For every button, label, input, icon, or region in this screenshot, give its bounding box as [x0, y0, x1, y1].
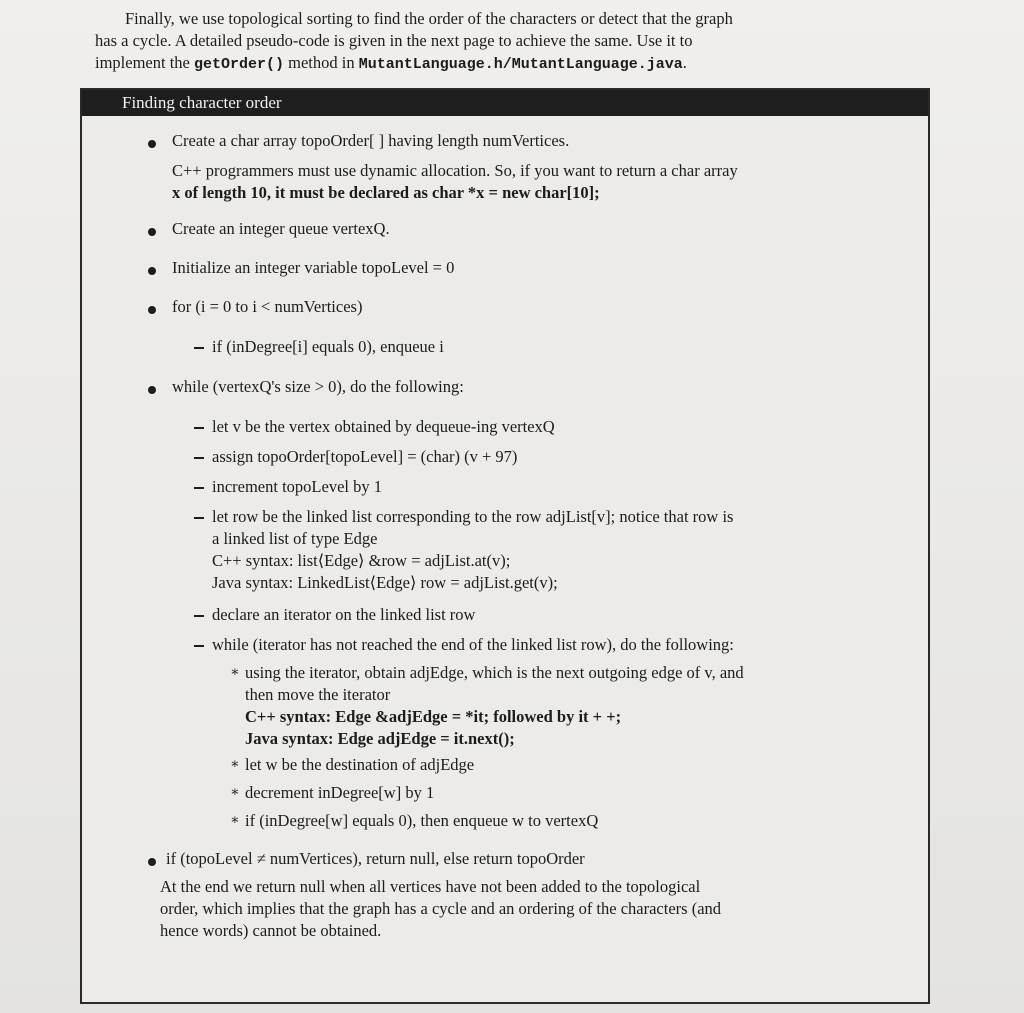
- file-names: MutantLanguage.h/MutantLanguage.java: [358, 56, 683, 73]
- star-bullet-icon: ∗: [230, 757, 240, 772]
- closing-note-1: At the end we return null when all vertices have not been added to the topological: [160, 877, 701, 896]
- step-cpp-note-1: C++ programmers must use dynamic allocation. So, if you want to return a char array: [172, 161, 738, 180]
- star-bullet-icon: ∗: [230, 665, 240, 680]
- step-assign: assign topoOrder[topoLevel] = (char) (v + 97): [212, 447, 518, 466]
- dash-icon: [194, 427, 204, 429]
- step-obtain-edge-cont: then move the iterator: [245, 685, 391, 704]
- step-let-row-cont: a linked list of type Edge: [212, 529, 378, 548]
- step-java-syntax-row: Java syntax: LinkedList⟨Edge⟩ row = adjList.get(v);: [212, 573, 558, 592]
- dash-icon: [194, 347, 204, 349]
- dash-icon: [194, 457, 204, 459]
- step-decrement: decrement inDegree[w] by 1: [245, 783, 435, 802]
- algorithm-box: [80, 88, 930, 1004]
- step-let-w: let w be the destination of adjEdge: [245, 755, 475, 774]
- bullet-icon: [148, 386, 156, 394]
- bullet-icon: [148, 306, 156, 314]
- dash-icon: [194, 487, 204, 489]
- step-inner-while: while (iterator has not reached the end of the linked list row), do the following:: [212, 635, 734, 654]
- step-dequeue: let v be the vertex obtained by dequeue-ing vertexQ: [212, 417, 555, 436]
- intro-line-1: Finally, we use topological sorting to find the order of the characters or detect that the graph: [125, 9, 733, 28]
- bullet-icon: [148, 140, 156, 148]
- dash-icon: [194, 645, 204, 647]
- intro-line-3: implement the getOrder() method in MutantLanguage.h/MutantLanguage.java.: [95, 53, 687, 73]
- dash-icon: [194, 615, 204, 617]
- star-bullet-icon: ∗: [230, 813, 240, 828]
- step-obtain-edge: using the iterator, obtain adjEdge, which is the next outgoing edge of v, and: [245, 663, 744, 682]
- step-let-row: let row be the linked list corresponding to the row adjList[v]; notice that row is: [212, 507, 734, 526]
- dash-icon: [194, 517, 204, 519]
- step-cpp-syntax-row: C++ syntax: list⟨Edge⟩ &row = adjList.at(v);: [212, 551, 511, 570]
- step-create-array: Create a char array topoOrder[ ] having length numVertices.: [172, 131, 570, 150]
- step-increment: increment topoLevel by 1: [212, 477, 382, 496]
- step-declare-iterator: declare an iterator on the linked list row: [212, 605, 476, 624]
- closing-note-3: hence words) cannot be obtained.: [160, 921, 382, 940]
- step-while-loop: while (vertexQ's size > 0), do the following:: [172, 377, 464, 396]
- star-bullet-icon: ∗: [230, 785, 240, 800]
- closing-note-2: order, which implies that the graph has a cycle and an ordering of the characters (and: [160, 899, 722, 918]
- step-return: if (topoLevel ≠ numVertices), return null, else return topoOrder: [166, 849, 585, 868]
- intro-line-2: has a cycle. A detailed pseudo-code is given in the next page to achieve the same. Use it to: [95, 31, 693, 50]
- step-cpp-syntax-edge: C++ syntax: Edge &adjEdge = *it; followed by it + +;: [245, 707, 622, 726]
- step-java-syntax-edge: Java syntax: Edge adjEdge = it.next();: [245, 729, 515, 748]
- step-for-if: if (inDegree[i] equals 0), enqueue i: [212, 337, 444, 356]
- step-for-loop: for (i = 0 to i < numVertices): [172, 297, 363, 316]
- step-create-queue: Create an integer queue vertexQ.: [172, 219, 390, 238]
- step-enqueue-w: if (inDegree[w] equals 0), then enqueue w to vertexQ: [245, 811, 599, 830]
- bullet-icon: [148, 228, 156, 236]
- bullet-icon: [148, 267, 156, 275]
- intro-paragraph: [95, 8, 935, 76]
- step-init-topolevel: Initialize an integer variable topoLevel = 0: [172, 258, 455, 277]
- bullet-icon: [148, 858, 156, 866]
- algorithm-box-title: Finding character order: [82, 90, 928, 116]
- method-name: getOrder(): [193, 56, 284, 73]
- step-cpp-note-2: x of length 10, it must be declared as char *x = new char[10];: [172, 183, 600, 202]
